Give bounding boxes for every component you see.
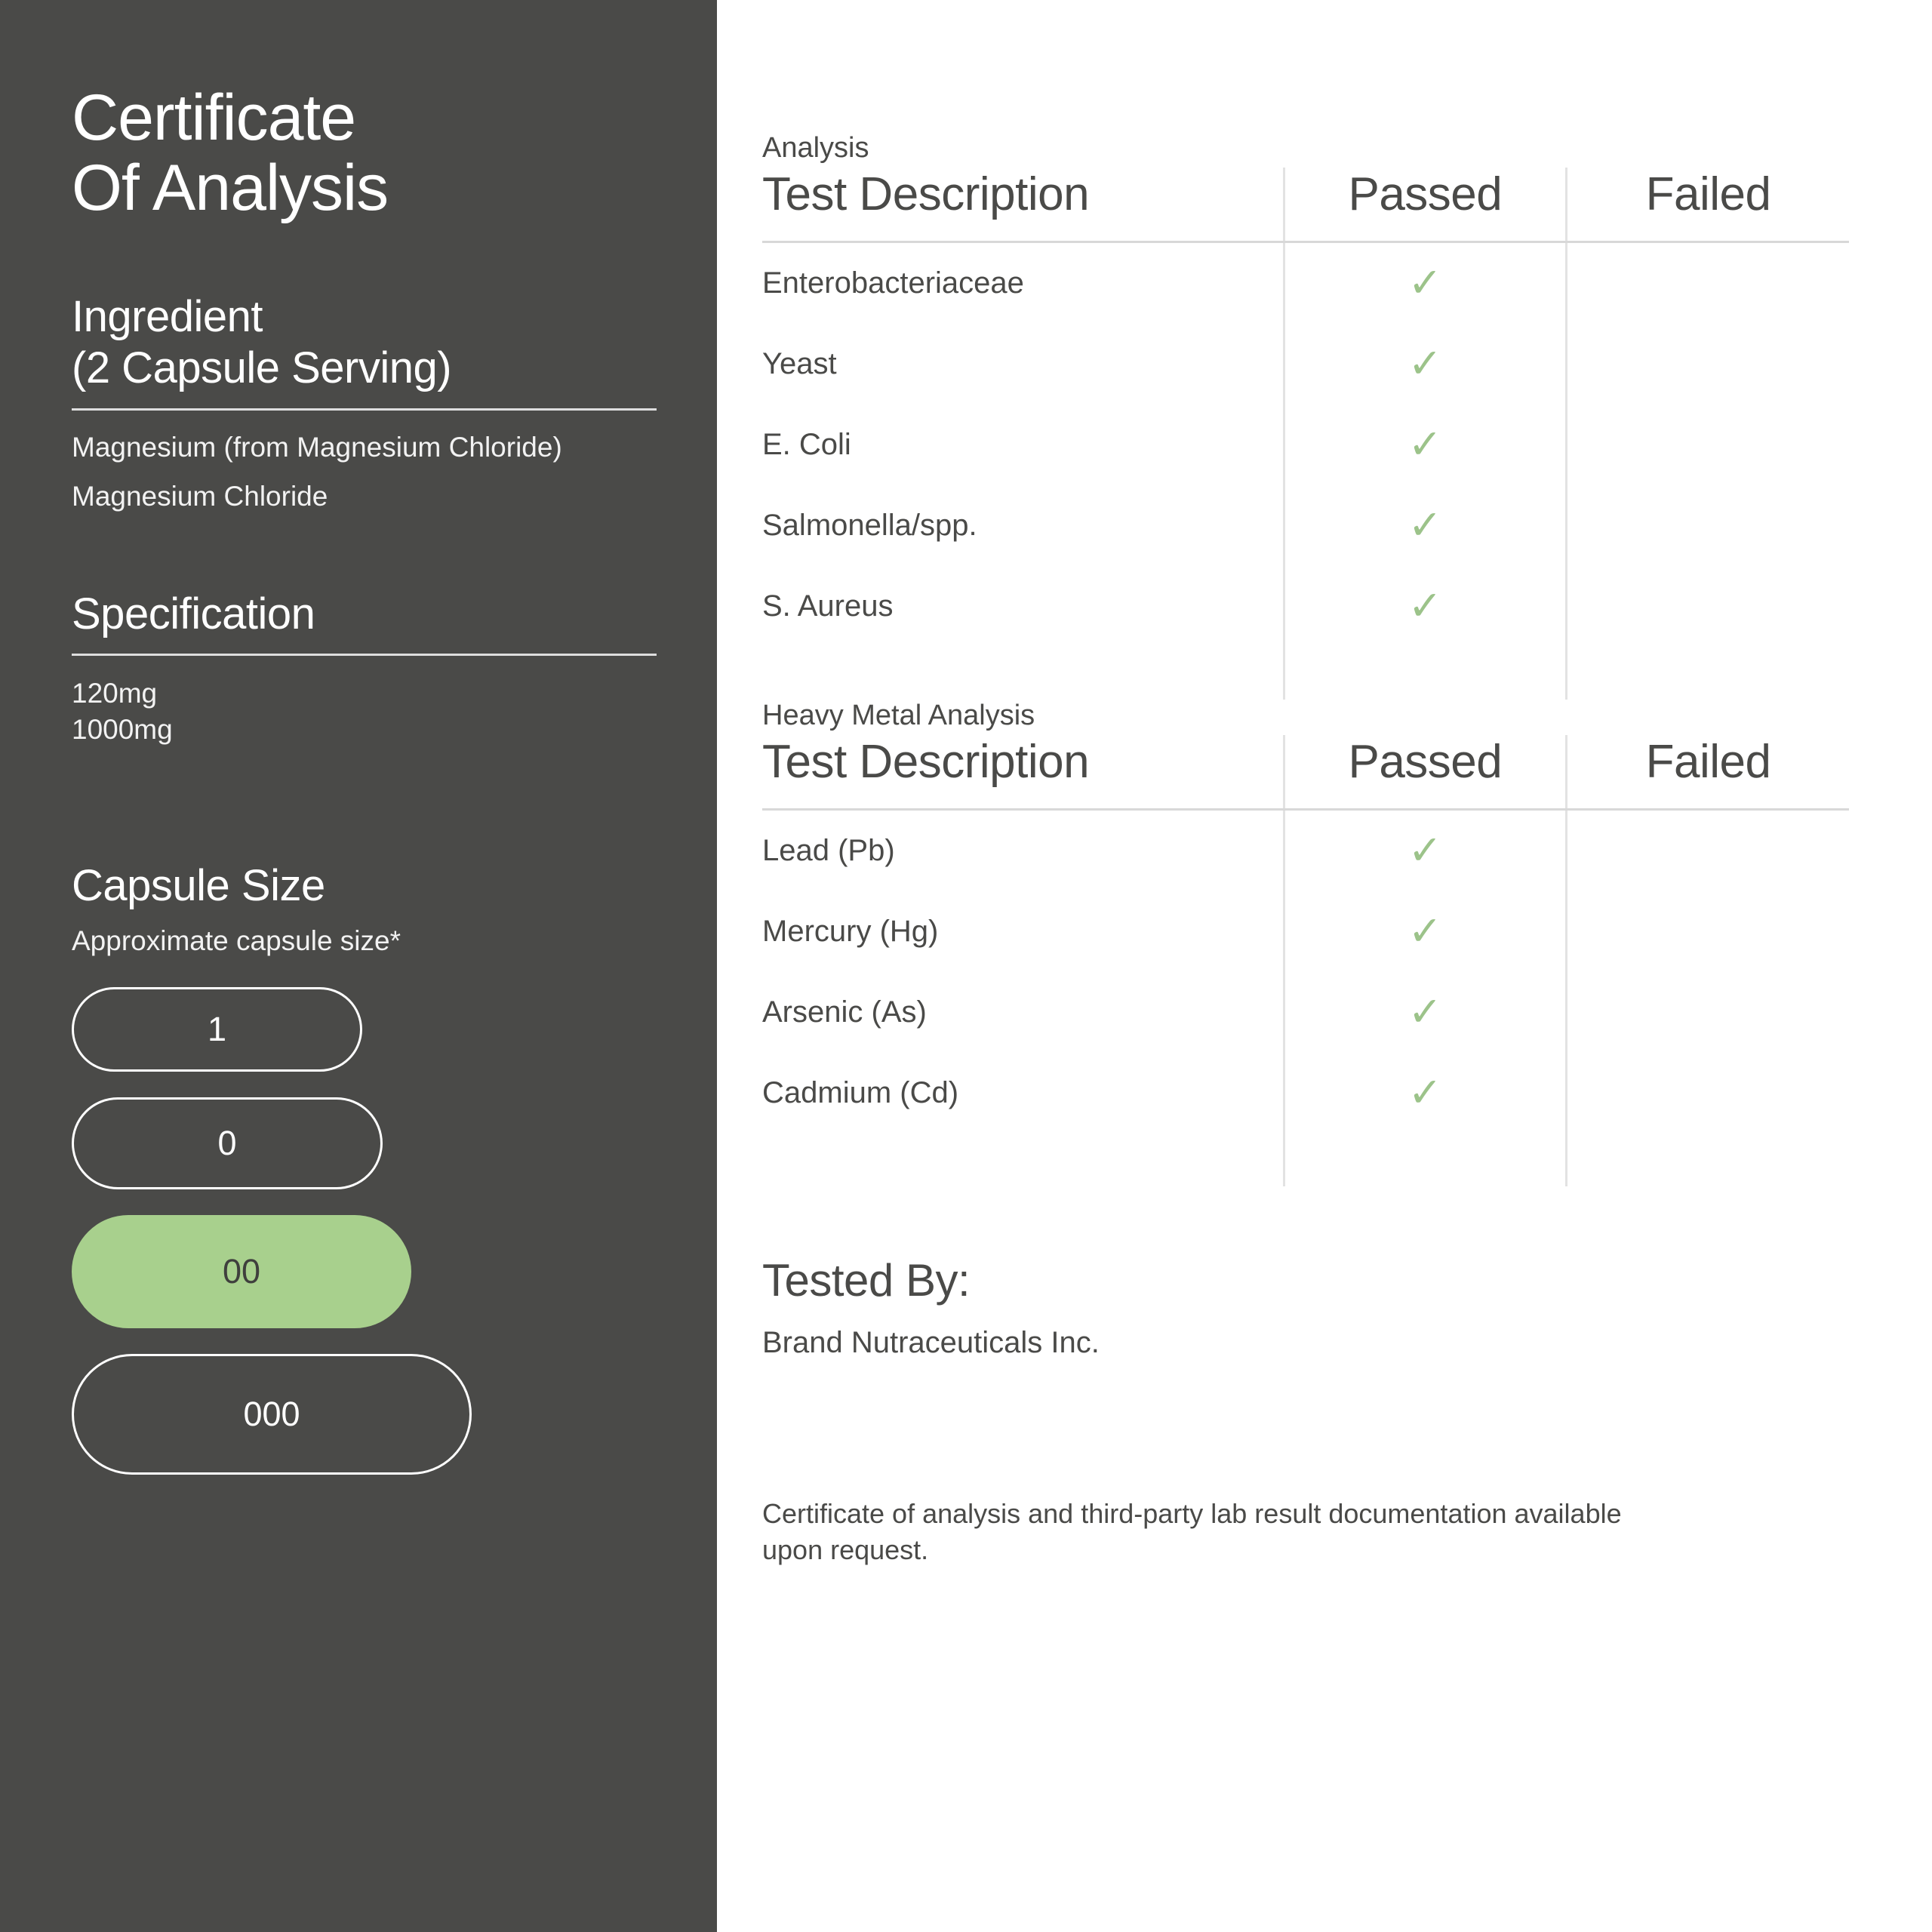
table-spacer-row [762, 1134, 1849, 1186]
ingredient-item: Magnesium Chloride [72, 480, 328, 512]
analysis-section-label: Analysis [762, 132, 869, 164]
capsule-size-option-000[interactable] [72, 1354, 472, 1475]
ingredient-section [72, 291, 645, 513]
spacer-cell [1567, 1134, 1849, 1186]
column-header-test-description: Test Description [762, 735, 1284, 810]
left-panel [0, 0, 717, 1932]
table-row [762, 405, 1849, 485]
specification-section [72, 589, 645, 747]
check-icon: ✓ [1407, 260, 1442, 306]
capsule-size-option-00-selected[interactable] [72, 1215, 411, 1328]
heavy-metal-section-label: Heavy Metal Analysis [762, 700, 1035, 731]
check-icon: ✓ [1407, 422, 1442, 467]
specification-value: 120mg [72, 678, 158, 709]
check-icon: ✓ [1407, 828, 1442, 873]
table-header-row [762, 735, 1849, 810]
capsule-size-option-label: 0 [217, 1124, 237, 1163]
spacer-cell [1284, 1134, 1566, 1186]
capsule-size-section [72, 860, 645, 1475]
ingredient-heading-line1: Ingredient [72, 291, 263, 341]
check-icon: ✓ [1407, 1070, 1442, 1115]
table-row [762, 242, 1849, 325]
failed-cell [1567, 485, 1849, 566]
check-icon: ✓ [1407, 341, 1442, 386]
failed-cell [1567, 891, 1849, 972]
heavy-metal-table-wrap [762, 700, 1849, 1186]
check-icon: ✓ [1407, 583, 1442, 629]
ingredient-divider [72, 408, 657, 411]
ingredient-item: Magnesium (from Magnesium Chloride) [72, 431, 562, 463]
capsule-size-heading: Capsule Size [72, 861, 325, 911]
table-row [762, 810, 1849, 892]
specification-value: 1000mg [72, 713, 173, 745]
table-row [762, 485, 1849, 566]
capsule-size-option-label: 00 [222, 1252, 261, 1291]
capsule-size-option-0[interactable] [72, 1097, 383, 1189]
capsule-size-option-label: 1 [207, 1010, 227, 1049]
passed-cell [1284, 566, 1566, 647]
failed-cell [1567, 566, 1849, 647]
tested-by-value: Brand Nutraceuticals Inc. [762, 1326, 1100, 1359]
footnote: Certificate of analysis and third-party lab result documentation available upon request. [762, 1498, 1622, 1565]
capsule-size-option-label: 000 [243, 1395, 300, 1434]
passed-cell [1284, 242, 1566, 325]
test-description: Salmonella/spp. [762, 509, 977, 542]
check-icon: ✓ [1407, 909, 1442, 954]
column-header-failed: Failed [1567, 735, 1849, 810]
test-description: Enterobacteriaceae [762, 266, 1024, 300]
tested-by-heading: Tested By: [762, 1255, 971, 1306]
analysis-table-wrap [762, 132, 1849, 700]
analysis-table [762, 168, 1849, 700]
check-icon: ✓ [1407, 989, 1442, 1035]
passed-cell [1284, 324, 1566, 405]
table-row [762, 324, 1849, 405]
spacer-cell [1567, 647, 1849, 700]
failed-cell [1567, 1053, 1849, 1134]
failed-cell [1567, 324, 1849, 405]
failed-cell [1567, 972, 1849, 1053]
table-spacer-row [762, 647, 1849, 700]
column-header-test-description: Test Description [762, 168, 1284, 242]
spacer-cell [762, 647, 1284, 700]
ingredient-heading [72, 291, 645, 395]
capsule-size-option-1[interactable] [72, 987, 362, 1072]
page-title-line1: Certificate [72, 82, 356, 154]
heavy-metal-table [762, 735, 1849, 1186]
passed-cell [1284, 810, 1566, 892]
test-description: E. Coli [762, 428, 851, 461]
ingredient-heading-line2: (2 Capsule Serving) [72, 343, 452, 393]
column-header-passed: Passed [1284, 735, 1566, 810]
test-description: Lead (Pb) [762, 834, 895, 867]
table-row [762, 891, 1849, 972]
passed-cell [1284, 405, 1566, 485]
passed-cell [1284, 1053, 1566, 1134]
specification-divider [72, 654, 657, 656]
failed-cell [1567, 405, 1849, 485]
table-row [762, 972, 1849, 1053]
specification-heading: Specification [72, 589, 315, 638]
table-row [762, 1053, 1849, 1134]
column-header-passed: Passed [1284, 168, 1566, 242]
test-description: S. Aureus [762, 589, 894, 623]
column-header-failed: Failed [1567, 168, 1849, 242]
capsule-size-subtext: Approximate capsule size* [72, 925, 401, 957]
spacer-cell [762, 1134, 1284, 1186]
test-description: Cadmium (Cd) [762, 1076, 959, 1109]
table-row [762, 566, 1849, 647]
test-description: Mercury (Hg) [762, 915, 939, 948]
test-description: Arsenic (As) [762, 995, 927, 1029]
passed-cell [1284, 891, 1566, 972]
passed-cell [1284, 485, 1566, 566]
failed-cell [1567, 242, 1849, 325]
page-title [72, 83, 645, 223]
passed-cell [1284, 972, 1566, 1053]
spacer-cell [1284, 647, 1566, 700]
test-description: Yeast [762, 347, 837, 380]
page-title-line2: Of Analysis [72, 151, 389, 224]
failed-cell [1567, 810, 1849, 892]
table-header-row [762, 168, 1849, 242]
check-icon: ✓ [1407, 503, 1442, 548]
right-panel [717, 0, 1932, 1932]
